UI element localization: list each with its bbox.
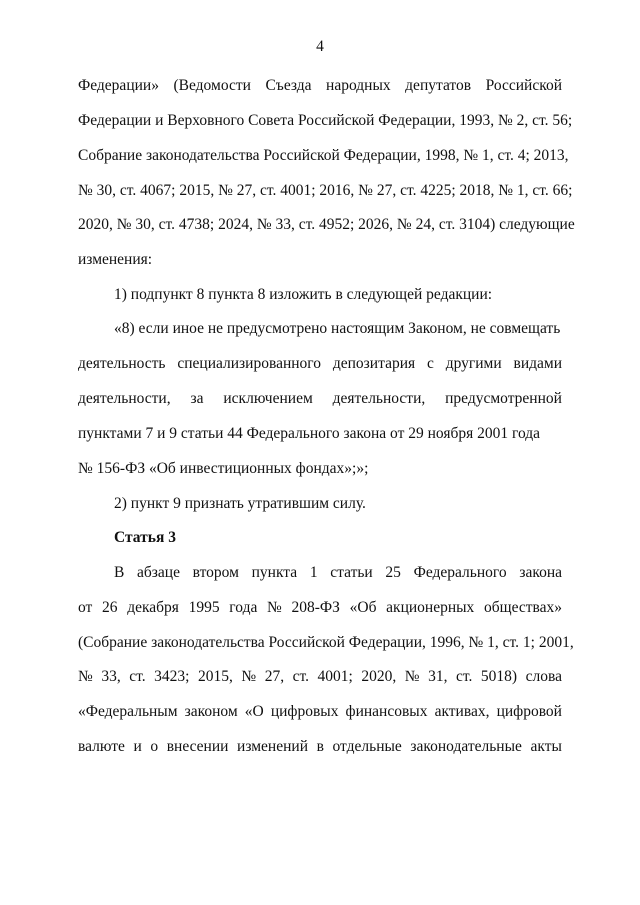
text-word: в: [316, 738, 324, 755]
text-line: [78, 424, 562, 444]
text-word: пунктами 7 и 9 статьи 44 Федерального закона от 29 ноября 2001 года: [78, 425, 541, 442]
text-word: внесении: [166, 738, 229, 755]
text-word: 33,: [101, 668, 121, 685]
text-word: «Об: [349, 599, 377, 616]
article-heading: Статья 3: [114, 529, 176, 546]
text-word: отдельные: [332, 738, 402, 755]
text-word: с: [426, 355, 434, 372]
text-line: [78, 181, 573, 201]
text-line: [78, 76, 562, 96]
text-word: 2015,: [197, 668, 233, 685]
text-line: [78, 215, 575, 235]
text-word: статьи: [330, 564, 373, 581]
text-word: (Собрание законодательства Российской Федерации, 1996, № 1, ст. 1; 2001,: [78, 634, 574, 651]
text-word: закона: [519, 564, 562, 581]
text-word: 31,: [428, 668, 448, 685]
text-line: 1) подпункт 8 пункта 8 изложить в следующей редакции:: [114, 286, 493, 303]
text-word: законом: [184, 703, 238, 720]
text-word: обществах»: [484, 599, 562, 616]
text-word: деятельности,: [78, 390, 171, 407]
text-line: [78, 737, 562, 757]
text-line: [78, 389, 562, 409]
text-word: №: [404, 668, 420, 685]
page-number: 4: [316, 38, 324, 55]
text-word: цифровой: [496, 703, 562, 720]
text-word: народных: [326, 77, 391, 94]
text-word: Российской: [485, 77, 562, 94]
text-word: 27,: [264, 668, 285, 685]
text-word: 26: [102, 599, 118, 616]
text-word: деятельности,: [332, 390, 426, 407]
text-line: 2) пункт 9 признать утратившим силу.: [114, 495, 366, 512]
text-word: «8) если иное не предусмотрено настоящим Законом, не совмещать: [114, 320, 561, 337]
text-word: абзаце: [137, 564, 180, 581]
text-word: В: [114, 564, 125, 581]
text-word: валюте: [78, 738, 125, 755]
text-line: № 156-ФЗ «Об инвестиционных фондах»;»;: [78, 460, 369, 477]
text-word: 2020,: [361, 668, 397, 685]
text-word: 5018): [480, 668, 518, 685]
text-word: №: [267, 599, 282, 616]
text-word: цифровых: [270, 703, 339, 720]
text-word: Федерального: [413, 564, 507, 581]
text-line: [78, 598, 562, 618]
text-word: Съезда: [265, 77, 312, 94]
text-word: Собрание законодательства Российской Федерации, 1998, № 1, ст. 4; 2013,: [78, 147, 569, 164]
text-line: [78, 667, 562, 687]
text-word: акты: [530, 738, 562, 755]
text-word: Федерации и Верховного Совета Российской Федерации, 1993, № 2, ст. 56;: [78, 112, 573, 129]
text-word: финансовых: [345, 703, 428, 720]
text-word: 4001;: [317, 668, 353, 685]
text-word: 208-ФЗ: [291, 599, 340, 616]
text-word: исключением: [223, 390, 313, 407]
text-word: 25: [385, 564, 401, 581]
text-word: № 30, ст. 4067; 2015, № 27, ст. 4001; 2016, № 27, ст. 4225; 2018, № 1, ст. 66;: [78, 182, 573, 199]
text-line: [78, 111, 573, 131]
text-line: [114, 319, 562, 339]
text-word: видами: [513, 355, 562, 372]
text-line: [78, 633, 574, 653]
text-line: [78, 146, 569, 166]
text-word: года: [229, 599, 258, 616]
text-word: за: [190, 390, 204, 407]
text-word: слова: [525, 668, 562, 685]
text-word: №: [78, 668, 93, 685]
text-word: депутатов: [405, 77, 472, 94]
text-word: пункта: [251, 564, 298, 581]
text-word: втором: [192, 564, 239, 581]
text-line: [78, 702, 562, 722]
text-line: [114, 563, 562, 583]
text-word: изменений: [237, 738, 308, 755]
text-word: 2020, № 30, ст. 4738; 2024, № 33, ст. 4952; 2026, № 24, ст. 3104) следующие: [78, 216, 575, 233]
text-line: изменения:: [78, 251, 153, 268]
text-word: от: [78, 599, 93, 616]
text-word: законодательные: [410, 738, 522, 755]
text-word: (Ведомости: [173, 77, 251, 94]
text-word: деятельность: [78, 355, 166, 372]
text-word: о: [150, 738, 159, 755]
text-word: №: [241, 668, 257, 685]
text-word: ст.: [129, 668, 146, 685]
text-word: депозитария: [332, 355, 416, 372]
text-word: и: [133, 738, 142, 755]
text-word: декабря: [127, 599, 179, 616]
text-word: ст.: [456, 668, 473, 685]
text-word: акционерных: [386, 599, 475, 616]
text-word: «О: [244, 703, 264, 720]
text-word: ст.: [292, 668, 309, 685]
text-word: 1995: [188, 599, 220, 616]
text-word: 3423;: [154, 668, 190, 685]
text-word: предусмотренной: [445, 390, 562, 407]
text-word: другими: [445, 355, 502, 372]
text-line: [78, 354, 562, 374]
text-word: «Федеральным: [78, 703, 178, 720]
text-word: Федерации»: [78, 77, 159, 94]
text-word: специализированного: [177, 355, 322, 372]
text-word: 1: [309, 564, 318, 581]
text-word: активах,: [434, 703, 490, 720]
